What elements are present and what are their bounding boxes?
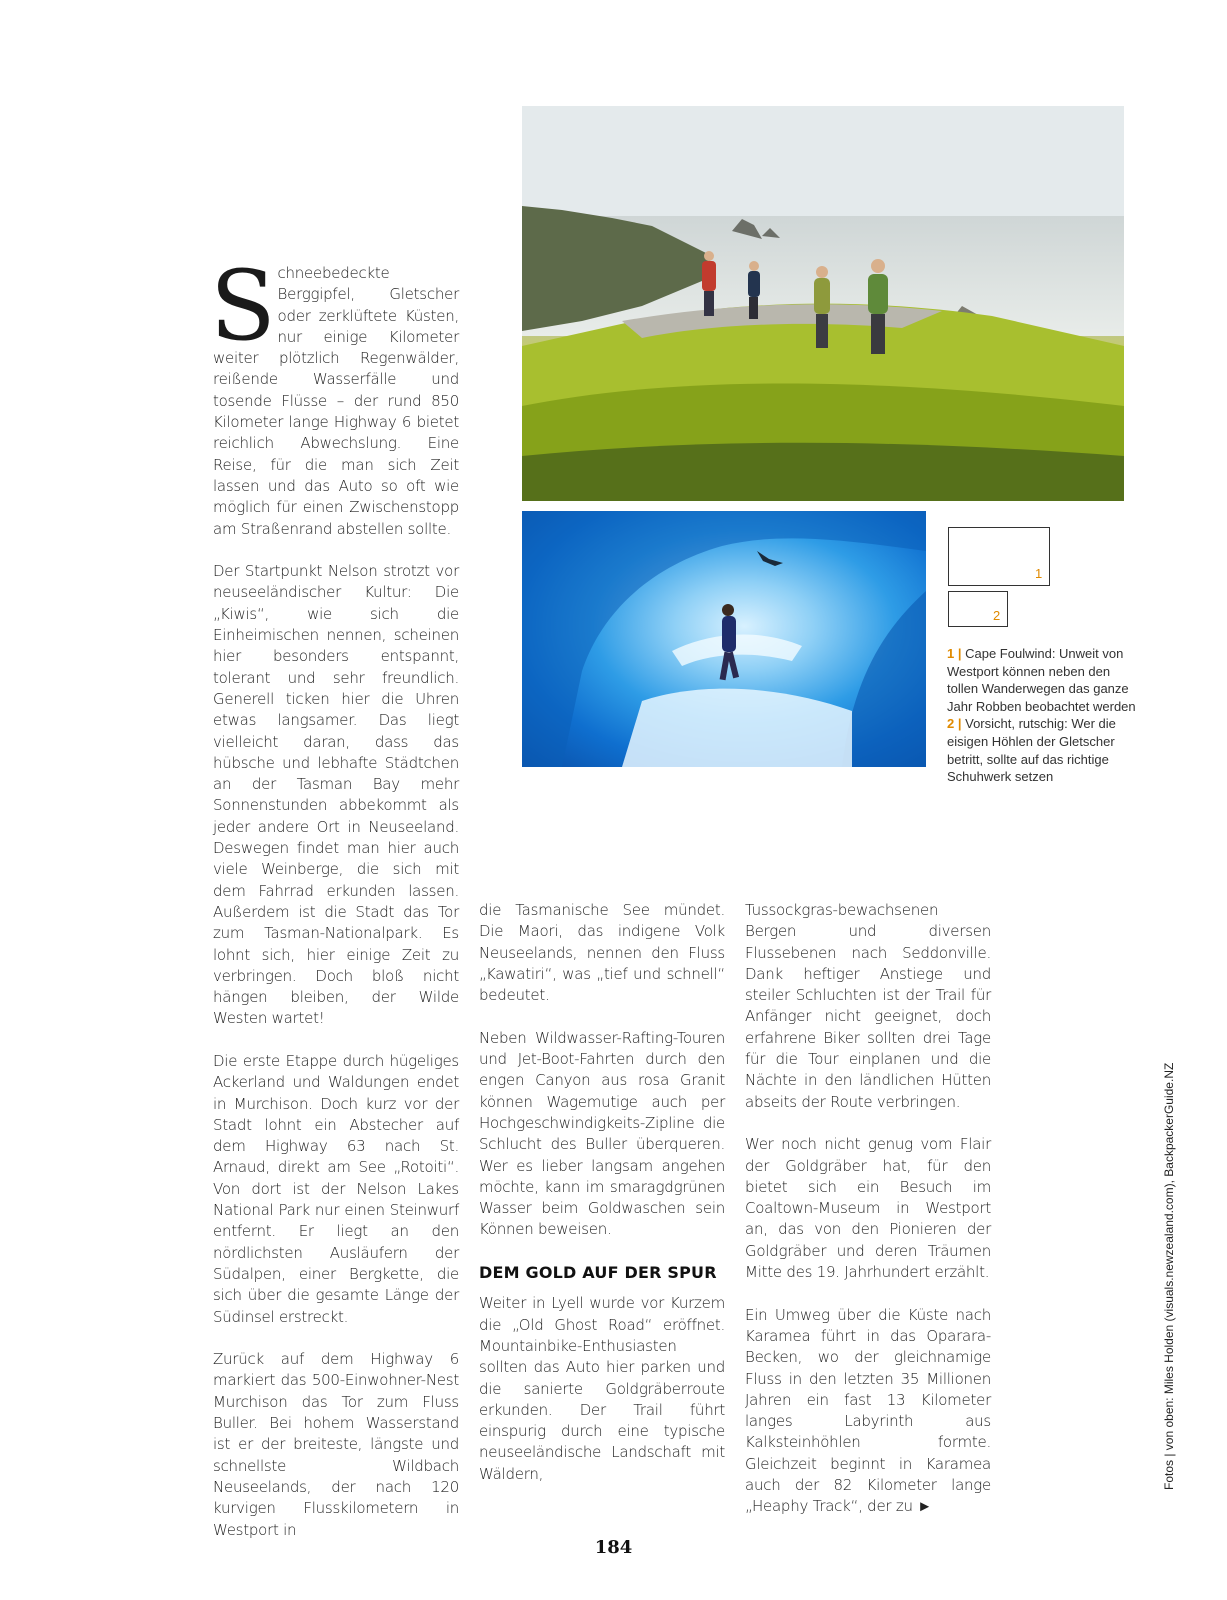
caption-item-1 [947,645,1137,715]
paragraph-text: chneebedeckte Berggipfel, Gletscher oder zerklüftete Küsten, nur einige Kilometer weiter plötzlich Regenwälder, reißende Wasserfälle und tosende Flüsse – der rund 850 Kilometer lange Highway 6 bietet reichlich Abwechslung. Eine Reise, für die man sich Zeit lassen und das Auto so oft wie möglich für einen Zwischenstopp am Straßenrand abstellen sollte. [213,264,459,538]
paragraph: Weiter in Lyell wurde vor Kurzem die „Old Ghost Road“ eröffnet. Mountainbike-Enthusiasten sollten das Auto hier parken und die sanierte Goldgräberroute erkunden. Der Trail führt einspurig durch eine typische neuseeländische Landschaft mit Wäldern, [479,1294,725,1483]
section-heading: DEM GOLD AUF DER SPUR [479,1263,717,1283]
legend-number-1: 1 [1035,566,1043,581]
photo-ice-cave [522,511,926,767]
photo-ice-cave-illustration [522,511,926,767]
caption-number-1: 1 | [947,646,962,661]
article-column-1 [210,250,459,1541]
legend-number-2: 2 [993,608,1001,623]
article-column-2 [479,900,725,1485]
paragraph [210,250,459,540]
photo-caption [947,645,1137,786]
paragraph: Tussockgras-bewachsenen Bergen und diversen Flussebenen nach Seddonville. Dank heftiger Anstiege und steiler Schluchten ist der Trail für Anfänger nicht geeignet, doch erfahrene Biker sollten drei Tage für die Tour einplanen und die Nächte in den ländlichen Hütten abseits der Route verbringen. [745,901,991,1111]
photo-cape-foulwind [522,106,1124,501]
page-number: 184 [594,1537,633,1558]
caption-item-2 [947,715,1137,785]
paragraph: Der Startpunkt Nelson strotzt vor neuseeländischer Kultur: Die „Kiwis“, wie sich die Einheimischen nennen, scheinen hier besonders entspannt, tolerant und sehr freundlich. Generell ticken hier die Uhren etwas langsamer. Das liegt vielleicht daran, dass das hübsche und lebhafte Städtchen an der Tasman Bay mehr Sonnenstunden abbekommt als jeder andere Ort in Neuseeland. Deswegen findet man hier auch viele Weinberge, die sich mit dem Fahrrad erkunden lassen. Außerdem ist die Stadt das Tor zum Tasman-Nationalpark. Es lohnt sich, hier einige Zeit zu verbringen. Doch bloß nicht hängen bleiben, der Wilde Westen wartet! [213,562,459,1028]
article-column-3 [745,900,991,1518]
caption-text-2: Vorsicht, rutschig: Wer die eisigen Höhlen der Gletscher betritt, sollte auf das richtige Schuhwerk setzen [947,716,1116,785]
caption-number-2: 2 | [947,716,962,732]
photo-credit: Fotos | von oben: Miles Holden (visuals.newzealand.com), BackpackerGuide.NZ [1162,1062,1176,1490]
paragraph: Neben Wildwasser-Rafting-Touren und Jet-Boot-Fahrten durch den engen Canyon aus rosa Granit können Wagemutige auch per Hochgeschwindigkeits-Zipline die Schlucht des Buller überqueren. Wer es lieber langsam angehen möchte, kann im smaragdgrünen Wasser beim Goldwaschen sein Können beweisen. [479,1028,725,1239]
paragraph: Ein Umweg über die Küste nach Karamea führt in das Oparara-Becken, wo der gleichnamige Fluss in den letzten 35 Millionen Jahren ein fast 13 Kilometer langes Labyrinth aus Kalksteinhöhlen formte. Gleichzeit beginnt in Karamea auch der 82 Kilometer lange „Heaphy Track“, der zu ► [745,1305,991,1516]
paragraph: Zurück auf dem Highway 6 markiert das 500-Einwohner-Nest Murchison das Tor zum Fluss Buller. Bei hohem Wasserstand ist er der breiteste, längste und schnellste Wildbach Neuseelands, der nach 120 kurvigen Flusskilometern in Westport in [213,1350,459,1539]
caption-text-1: Cape Foulwind: Unweit von Westport können neben den tollen Wanderwegen das ganze Jahr Robben beobachtet werden [947,646,1136,714]
drop-cap: S [210,250,276,362]
paragraph: die Tasmanische See mündet. Die Maori, das indigene Volk Neuseelands, nennen den Fluss „Kawatiri“, was „tief und schnell“ bedeutet. [479,901,725,1005]
paragraph: Wer noch nicht genug vom Flair der Goldgräber hat, für den bietet sich ein Besuch im Coaltown-Museum in Westport an, das von den Pionieren der Goldgräber und deren Träumen Mitte des 19. Jahrhundert erzählt. [745,1135,991,1282]
photo-cape-foulwind-illustration [522,106,1124,501]
paragraph: Die erste Etappe durch hügeliges Ackerland und Waldungen endet in Murchison. Doch kurz vor der Stadt lohnt ein Abstecher auf dem Highway 63 nach St. Arnaud, direkt am See „Rotoiti“. Von dort ist der Nelson Lakes National Park nur einen Steinwurf entfernt. Er liegt an den nördlichsten Ausläufern der Südalpen, einer Bergkette, die sich über die gesamte Länge der Südinsel erstreckt. [213,1051,459,1326]
